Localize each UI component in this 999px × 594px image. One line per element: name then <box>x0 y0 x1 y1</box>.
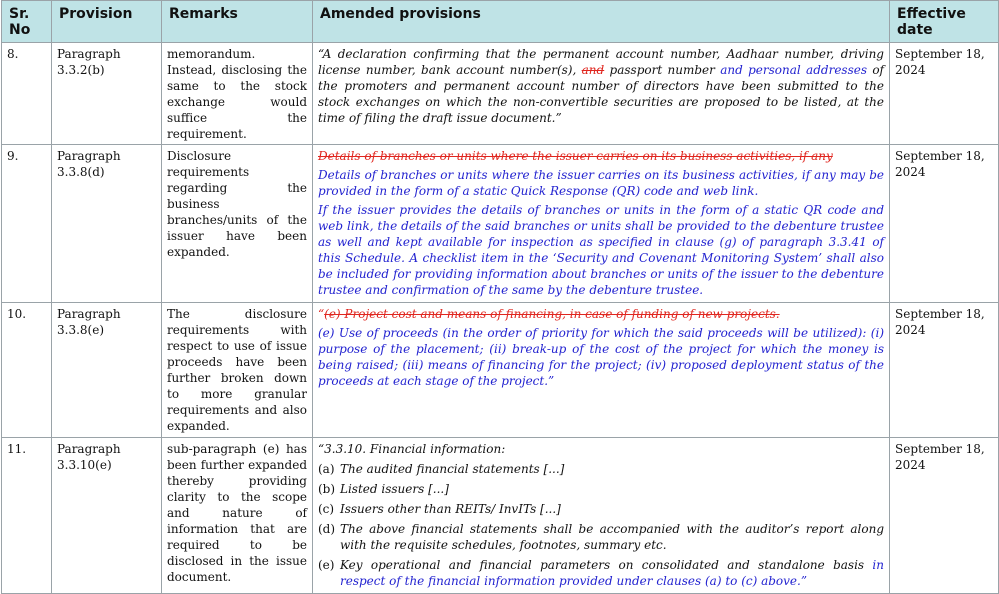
header-sr-no: Sr. No <box>2 1 52 43</box>
provision-cell: Paragraph 3.3.10(e) <box>52 438 162 594</box>
list-item-text: Issuers other than REITs/ InvITs [...] <box>340 502 561 516</box>
provision-cell: Paragraph 3.3.8(e) <box>52 303 162 438</box>
list-item-label: (b) <box>318 482 336 496</box>
list-item <box>318 557 884 589</box>
amended-provision-cell <box>313 145 890 303</box>
sr-no-cell: 11. <box>2 438 52 594</box>
provision-cell: Paragraph 3.3.8(d) <box>52 145 162 303</box>
list-item-text <box>340 557 884 589</box>
provision-cell: Paragraph 3.3.2(b) <box>52 43 162 145</box>
amended-text: Key operational and financial parameters on consolidated and standalone basis <box>340 558 873 572</box>
header-row <box>2 1 999 43</box>
amended-text: of the promoters and permanent account number of directors have been submitted to the stock exchanges on which the non-convertible securities are proposed to be listed, at the time of filing the draft issue document.” <box>318 63 885 125</box>
inserted-text: (e) Use of proceeds (in the order of priority for which the said proceeds will be utilized): (i) purpose of the placement; (ii) break-up of the cost of the project for which the money is being raised; (iii) means of financing for the project; (iv) proposed deployment status of the proceeds at each stage of the project.” <box>318 326 884 388</box>
amended-text: “A declaration confirming that the permanent account number, Aadhaar number, driving license number, bank account number(s), <box>318 47 884 77</box>
list-item <box>318 521 884 553</box>
inserted-text: Details of branches or units where the issuer carries on its business activities, if any may be provided in the form of a static Quick Response (QR) code and web link. <box>318 168 884 198</box>
list-item <box>318 481 884 497</box>
inserted-text: and personal addresses <box>720 63 867 77</box>
financial-info-heading: “3.3.10. Financial information: <box>318 442 506 456</box>
remarks-cell: memorandum. Instead, disclosing the same to the stock exchange would suffice the requirement. <box>162 43 313 145</box>
table-row <box>2 438 999 594</box>
list-item-text: Listed issuers [...] <box>340 482 449 496</box>
deleted-text: Details of branches or units where the issuer carries on its business activities, if any <box>318 149 833 163</box>
effective-date-cell: September 18, 2024 <box>890 303 999 438</box>
header-effective-date: Effective date <box>890 1 999 43</box>
remarks-cell: Disclosure requirements regarding the business branches/units of the issuer have been expanded. <box>162 145 313 303</box>
deleted-text: and <box>581 63 605 77</box>
table-row <box>2 145 999 303</box>
sr-no-cell: 10. <box>2 303 52 438</box>
remarks-cell: The disclosure requirements with respect to use of issue proceeds have been further broken down to more granular requirements and also expanded. <box>162 303 313 438</box>
sr-no-cell: 9. <box>2 145 52 303</box>
amended-provision-cell <box>313 303 890 438</box>
table-row <box>2 43 999 145</box>
list-item-text: The audited financial statements [...] <box>340 462 565 476</box>
effective-date-cell: September 18, 2024 <box>890 145 999 303</box>
header-amended-provisions: Amended provisions <box>313 1 890 43</box>
remarks-cell: sub-paragraph (e) has been further expanded thereby providing clarity to the scope and nature of information that are required to be disclosed in the issue document. <box>162 438 313 594</box>
header-provision: Provision <box>52 1 162 43</box>
inserted-text: in respect of the financial information provided under clauses (a) to (c) above.” <box>340 558 884 588</box>
list-item-label: (d) <box>318 522 336 536</box>
amended-provision-cell <box>313 438 890 594</box>
amended-provision-cell <box>313 43 890 145</box>
effective-date-cell: September 18, 2024 <box>890 43 999 145</box>
list-item-label: (e) <box>318 558 335 572</box>
list-item <box>318 501 884 517</box>
effective-date-cell: September 18, 2024 <box>890 438 999 594</box>
deleted-text: (e) Project cost and means of financing, in case of funding of new projects. <box>324 307 780 321</box>
header-remarks: Remarks <box>162 1 313 43</box>
open-quote: “ <box>318 307 325 321</box>
table-header <box>2 1 999 43</box>
inserted-text: If the issuer provides the details of branches or units in the form of a static QR code and web link, the details of the said branches or units shall be provided to the debenture trustee as well and kept available for inspection as specified in clause (g) of paragraph 3.3.41 of this Schedule. A checklist item in the ‘Security and Covenant Monitoring System’ shall also be included for providing information about branches or units of the issuer to the debenture trustee and confirmation of the same by the debenture trustee. <box>318 203 884 297</box>
table-row <box>2 303 999 438</box>
list-item-label: (c) <box>318 502 335 516</box>
sr-no-cell: 8. <box>2 43 52 145</box>
amended-text: passport number <box>604 63 721 77</box>
list-item-text: The above financial statements shall be accompanied with the auditor’s report along with the requisite schedules, footnotes, summary etc. <box>340 522 884 552</box>
list-item-label: (a) <box>318 462 335 476</box>
table-body <box>2 43 999 594</box>
list-item <box>318 461 884 477</box>
provisions-table <box>1 0 999 594</box>
